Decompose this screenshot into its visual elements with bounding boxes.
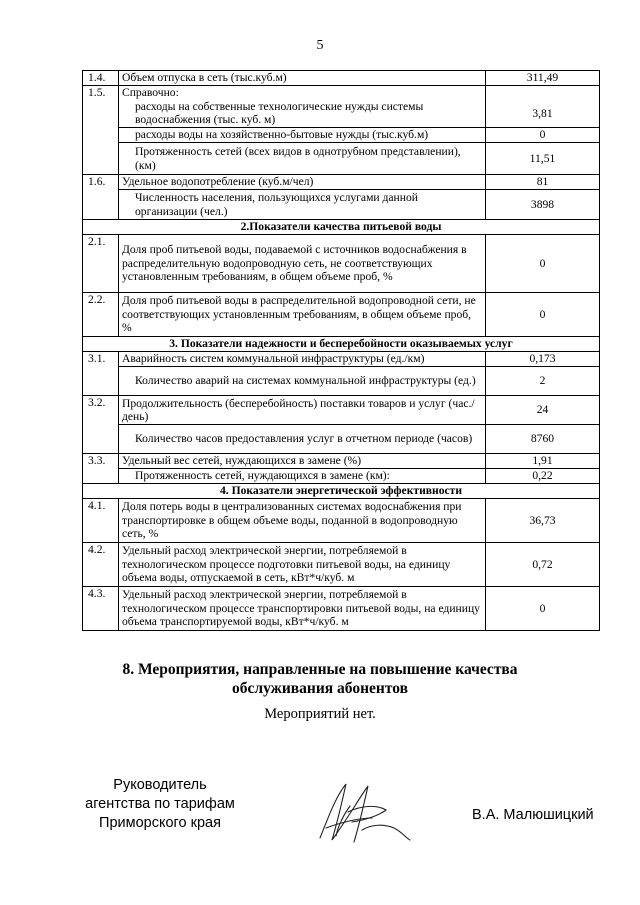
section-header-row <box>83 484 600 499</box>
row-value: 0 <box>486 235 600 293</box>
row-value: 24 <box>486 396 600 425</box>
table-row <box>83 425 600 454</box>
row-text: Удельное водопотребление (куб.м/чел) <box>119 175 486 190</box>
section-header-row <box>83 220 600 235</box>
row-text: Объем отпуска в сеть (тыс.куб.м) <box>119 71 486 86</box>
table-row <box>83 293 600 337</box>
row-text: Доля проб питьевой воды в распределительной водопроводной сети, не соответствующих установленным требованиям, в общем объеме проб, % <box>119 293 486 337</box>
row-number: 4.3. <box>83 587 119 631</box>
row-number: 1.4. <box>83 71 119 86</box>
table-row <box>83 235 600 293</box>
table-row <box>83 100 600 128</box>
table-row <box>83 143 600 175</box>
row-number: 1.5. <box>83 86 119 175</box>
position-line: Руководитель <box>113 777 207 793</box>
row-text: расходы воды на хозяйственно-бытовые нужды (тыс.куб.м) <box>119 128 486 143</box>
row-value: 0 <box>486 587 600 631</box>
row-value: 3,81 <box>486 100 600 128</box>
heading-line: обслуживания абонентов <box>232 680 408 697</box>
row-text: Численность населения, пользующихся услугами данной организации (чел.) <box>119 190 486 220</box>
row-value: 8760 <box>486 425 600 454</box>
row-number: 3.1. <box>83 352 119 396</box>
table-row <box>83 367 600 396</box>
table-row <box>83 175 600 190</box>
row-text: Аварийность систем коммунальной инфраструктуры (ед./км) <box>119 352 486 367</box>
row-value: 0,173 <box>486 352 600 367</box>
row-number: 4.2. <box>83 543 119 587</box>
row-number: 2.1. <box>83 235 119 293</box>
row-number: 1.6. <box>83 175 119 220</box>
row-value: 1,91 <box>486 454 600 469</box>
table-row <box>83 499 600 543</box>
table-row <box>83 352 600 367</box>
table-row <box>83 543 600 587</box>
section-8-heading <box>0 660 640 698</box>
row-value <box>486 86 600 100</box>
row-number: 4.1. <box>83 499 119 543</box>
indicators-table <box>82 70 600 631</box>
table-row <box>83 454 600 469</box>
section-title: 2.Показатели качества питьевой воды <box>83 220 600 235</box>
row-value: 0,72 <box>486 543 600 587</box>
row-text: Доля потерь воды в централизованных системах водоснабжения при транспортировке в общем объеме воды, поданной в водопроводную сеть, % <box>119 499 486 543</box>
table-row <box>83 190 600 220</box>
table-row <box>83 469 600 484</box>
row-text: Доля проб питьевой воды, подаваемой с источников водоснабжения в распределительную водопроводную сеть, не соответствующих установленным требованиям, в общем объеме проб, % <box>119 235 486 293</box>
position-line: Приморского края <box>99 815 221 831</box>
row-text: Протяженность сетей, нуждающихся в замене (км): <box>119 469 486 484</box>
row-value: 311,49 <box>486 71 600 86</box>
row-text: Удельный расход электрической энергии, потребляемой в технологическом процессе подготовки питьевой воды, на единицу объема воды, отпускаемой в сеть, кВт*ч/куб. м <box>119 543 486 587</box>
row-text: Продолжительность (бесперебойность) поставки товаров и услуг (час./день) <box>119 396 486 425</box>
row-value: 81 <box>486 175 600 190</box>
position-line: агентства по тарифам <box>85 796 235 812</box>
table-row <box>83 71 600 86</box>
heading-line: 8. Мероприятия, направленные на повышение качества <box>122 661 518 678</box>
table-row <box>83 86 600 100</box>
handwritten-signature <box>302 778 422 848</box>
row-value: 11,51 <box>486 143 600 175</box>
row-number: 2.2. <box>83 293 119 337</box>
row-text: Протяженность сетей (всех видов в однотрубном представлении), (км) <box>119 143 486 175</box>
table-row <box>83 396 600 425</box>
section-title: 3. Показатели надежности и бесперебойности оказываемых услуг <box>83 337 600 352</box>
page-number: 5 <box>316 38 324 53</box>
row-text: Количество часов предоставления услуг в отчетном периоде (часов) <box>119 425 486 454</box>
section-title: 4. Показатели энергетической эффективности <box>83 484 600 499</box>
row-text: расходы на собственные технологические нужды системы водоснабжения (тыс. куб. м) <box>119 100 486 128</box>
table-row <box>83 587 600 631</box>
signer-name: В.А. Малюшицкий <box>472 807 594 823</box>
signer-position <box>70 776 250 833</box>
row-number: 3.3. <box>83 454 119 484</box>
row-text: Удельный расход электрической энергии, потребляемой в технологическом процессе транспортировки питьевой воды, на единицу объема транспортируемой воды, кВт*ч/куб. м <box>119 587 486 631</box>
row-text: Количество аварий на системах коммунальной инфраструктуры (ед.) <box>119 367 486 396</box>
table-row <box>83 128 600 143</box>
row-value: 3898 <box>486 190 600 220</box>
row-text: Справочно: <box>119 86 486 100</box>
row-value: 36,73 <box>486 499 600 543</box>
row-value: 2 <box>486 367 600 396</box>
row-value: 0,22 <box>486 469 600 484</box>
row-value: 0 <box>486 293 600 337</box>
row-value: 0 <box>486 128 600 143</box>
row-number: 3.2. <box>83 396 119 454</box>
no-measures-text: Мероприятий нет. <box>264 706 376 722</box>
row-text: Удельный вес сетей, нуждающихся в замене (%) <box>119 454 486 469</box>
section-header-row <box>83 337 600 352</box>
